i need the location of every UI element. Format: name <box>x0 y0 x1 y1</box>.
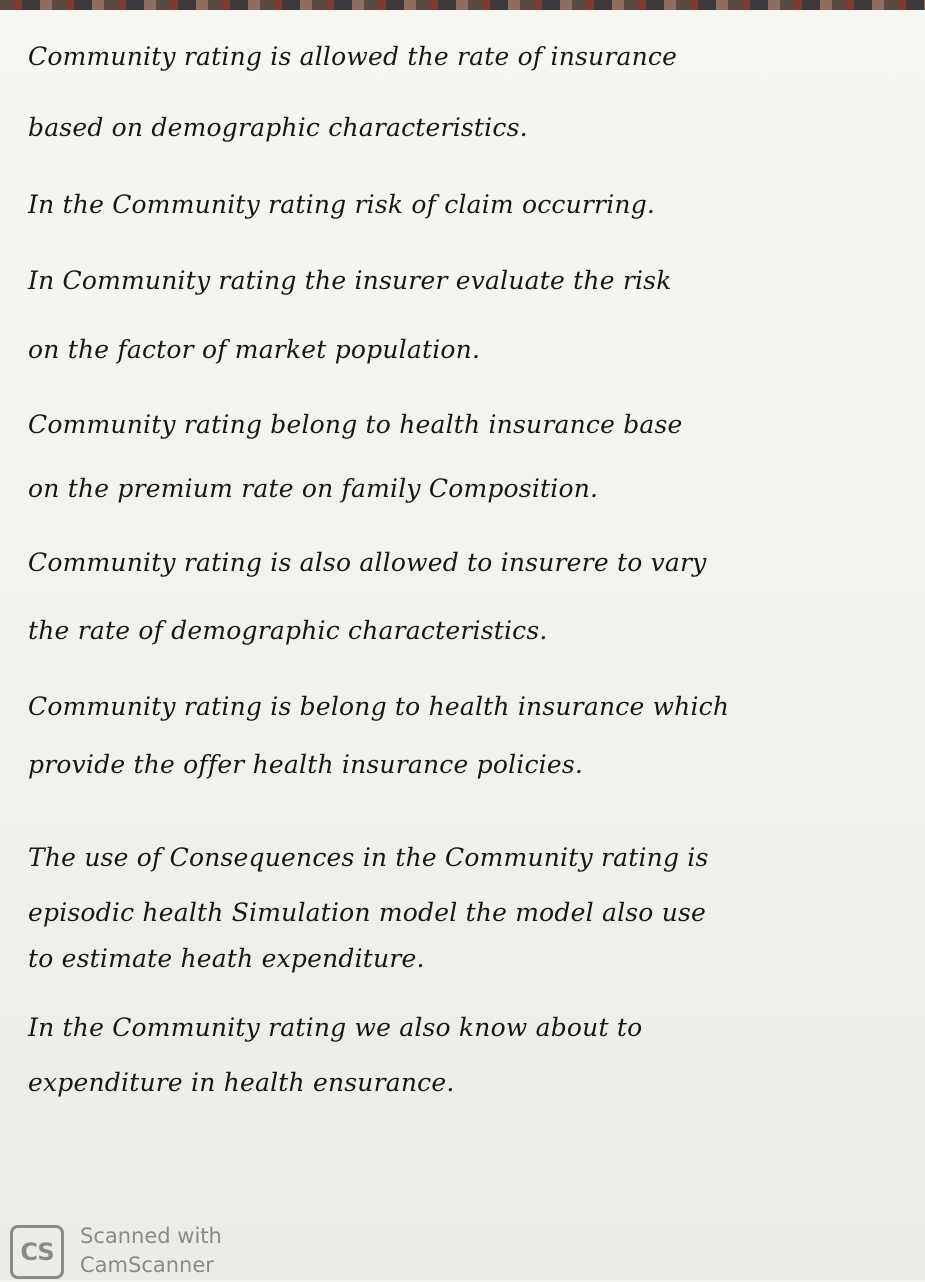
text-line: The use of Consequences in the Community rating is <box>28 843 709 872</box>
watermark-text <box>80 1222 222 1280</box>
watermark-line-1: Scanned with <box>80 1224 222 1248</box>
text-line: In the Community rating we also know about to <box>28 1013 643 1042</box>
text-line: on the premium rate on family Composition. <box>28 474 599 503</box>
watermark-line-2: CamScanner <box>80 1253 214 1277</box>
text-line: Community rating is belong to health insurance which <box>28 692 730 721</box>
text-line: provide the offer health insurance policies. <box>28 750 584 779</box>
text-line: expenditure in health ensurance. <box>28 1068 455 1097</box>
text-line: on the factor of market population. <box>28 335 481 364</box>
text-line: episodic health Simulation model the model also use <box>28 898 707 927</box>
camscanner-logo: CS <box>10 1225 64 1279</box>
text-line: In the Community rating risk of claim occurring. <box>28 190 656 219</box>
text-line: based on demographic characteristics. <box>28 113 528 142</box>
camscanner-watermark <box>10 1222 270 1282</box>
scan-top-edge <box>0 0 925 10</box>
text-line: the rate of demographic characteristics. <box>28 616 548 645</box>
text-line: In Community rating the insurer evaluate the risk <box>28 266 672 295</box>
text-line: Community rating belong to health insurance base <box>28 410 683 439</box>
notebook-page <box>0 10 925 1280</box>
text-line: Community rating is allowed the rate of insurance <box>28 42 678 71</box>
text-line: to estimate heath expenditure. <box>28 944 425 973</box>
text-line: Community rating is also allowed to insurere to vary <box>28 548 707 577</box>
